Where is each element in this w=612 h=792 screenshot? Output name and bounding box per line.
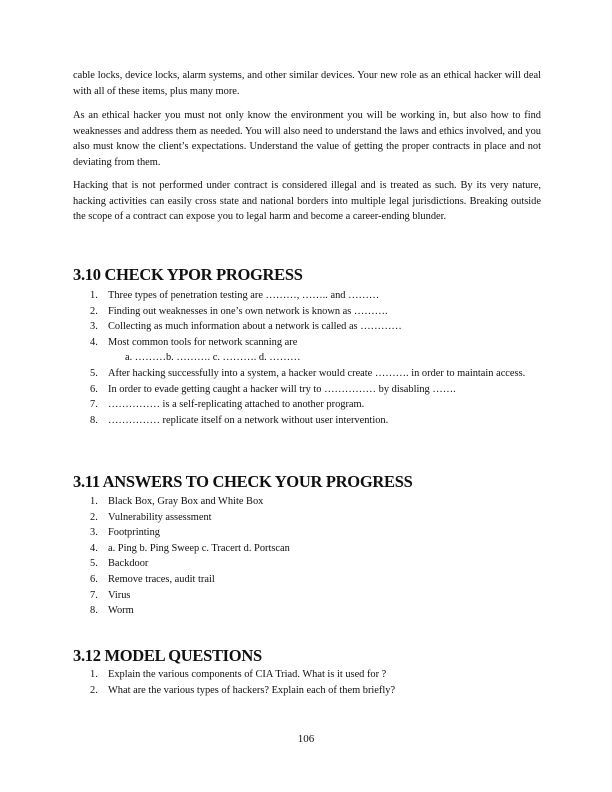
list-item: 4. Most common tools for network scanning are	[90, 336, 298, 348]
list-item: 6. In order to evade getting caught a hacker will try to …………… by disabling …….	[90, 383, 456, 395]
model-questions-list	[73, 667, 543, 698]
list-item: 8. …………… replicate itself on a network without user intervention.	[90, 414, 389, 426]
list-item: 7. Virus	[90, 589, 131, 601]
list-item: 4. a. Ping b. Ping Sweep c. Tracert d. Portscan	[90, 542, 290, 554]
list-item: 2. What are the various types of hackers? Explain each of them briefly?	[90, 684, 396, 696]
answers-list	[73, 494, 543, 619]
list-item: 2. Finding out weaknesses in one’s own network is known as ……….	[90, 305, 388, 317]
list-item: 3. Footprinting	[90, 527, 160, 539]
heading-model-questions: 3.12 MODEL QUESTIONS	[73, 646, 262, 665]
list-item: 1. Black Box, Gray Box and White Box	[90, 496, 264, 507]
heading-answers: 3.11 ANSWERS TO CHECK YOUR PROGRESS	[73, 472, 413, 491]
list-item: 7. …………… is a self-replicating attached to another program.	[90, 399, 365, 411]
check-progress-list	[73, 288, 543, 428]
list-item: 2. Vulnerability assessment	[90, 511, 212, 523]
list-subitem: a. ………b. ………. c. ………. d. ………	[125, 352, 301, 364]
list-item: 6. Remove traces, audit trail	[90, 573, 215, 585]
body-paragraph-3: Hacking that is not performed under contract is considered illegal and is treated as such. By its very nature, hacking activities can easily cross state and national borders into multiple legal jurisdictions. Breaking outside the scope of a contract can expose you to legal harm and become a career-ending blunder.	[73, 180, 541, 223]
list-item: 5. Backdoor	[90, 558, 149, 570]
list-item: 1. Explain the various components of CIA Triad. What is it used for ?	[90, 669, 387, 680]
list-item: 3. Collecting as much information about a network is called as …………	[90, 321, 402, 333]
body-paragraph-1: cable locks, device locks, alarm systems, and other similar devices. Your new role as an ethical hacker will deal with all of these items, plus many more.	[73, 70, 541, 97]
page-number: 106	[297, 733, 315, 745]
list-item: 5. After hacking successfully into a system, a hacker would create ………. in order to maintain access.	[90, 367, 526, 379]
list-item: 8. Worm	[90, 605, 134, 617]
list-item: 1. Three types of penetration testing are ………, …….. and ………	[90, 290, 380, 301]
heading-check-progress: 3.10 CHECK YPOR PROGRESS	[73, 265, 303, 284]
body-paragraph-2: As an ethical hacker you must not only know the environment you will be working in, but also how to find weaknesses and address them as needed. You will also need to understand the laws and ethics involved, and you also must know the client’s expectations. Understand the value of getting the proper contracts in place and not deviating from them.	[73, 110, 541, 168]
